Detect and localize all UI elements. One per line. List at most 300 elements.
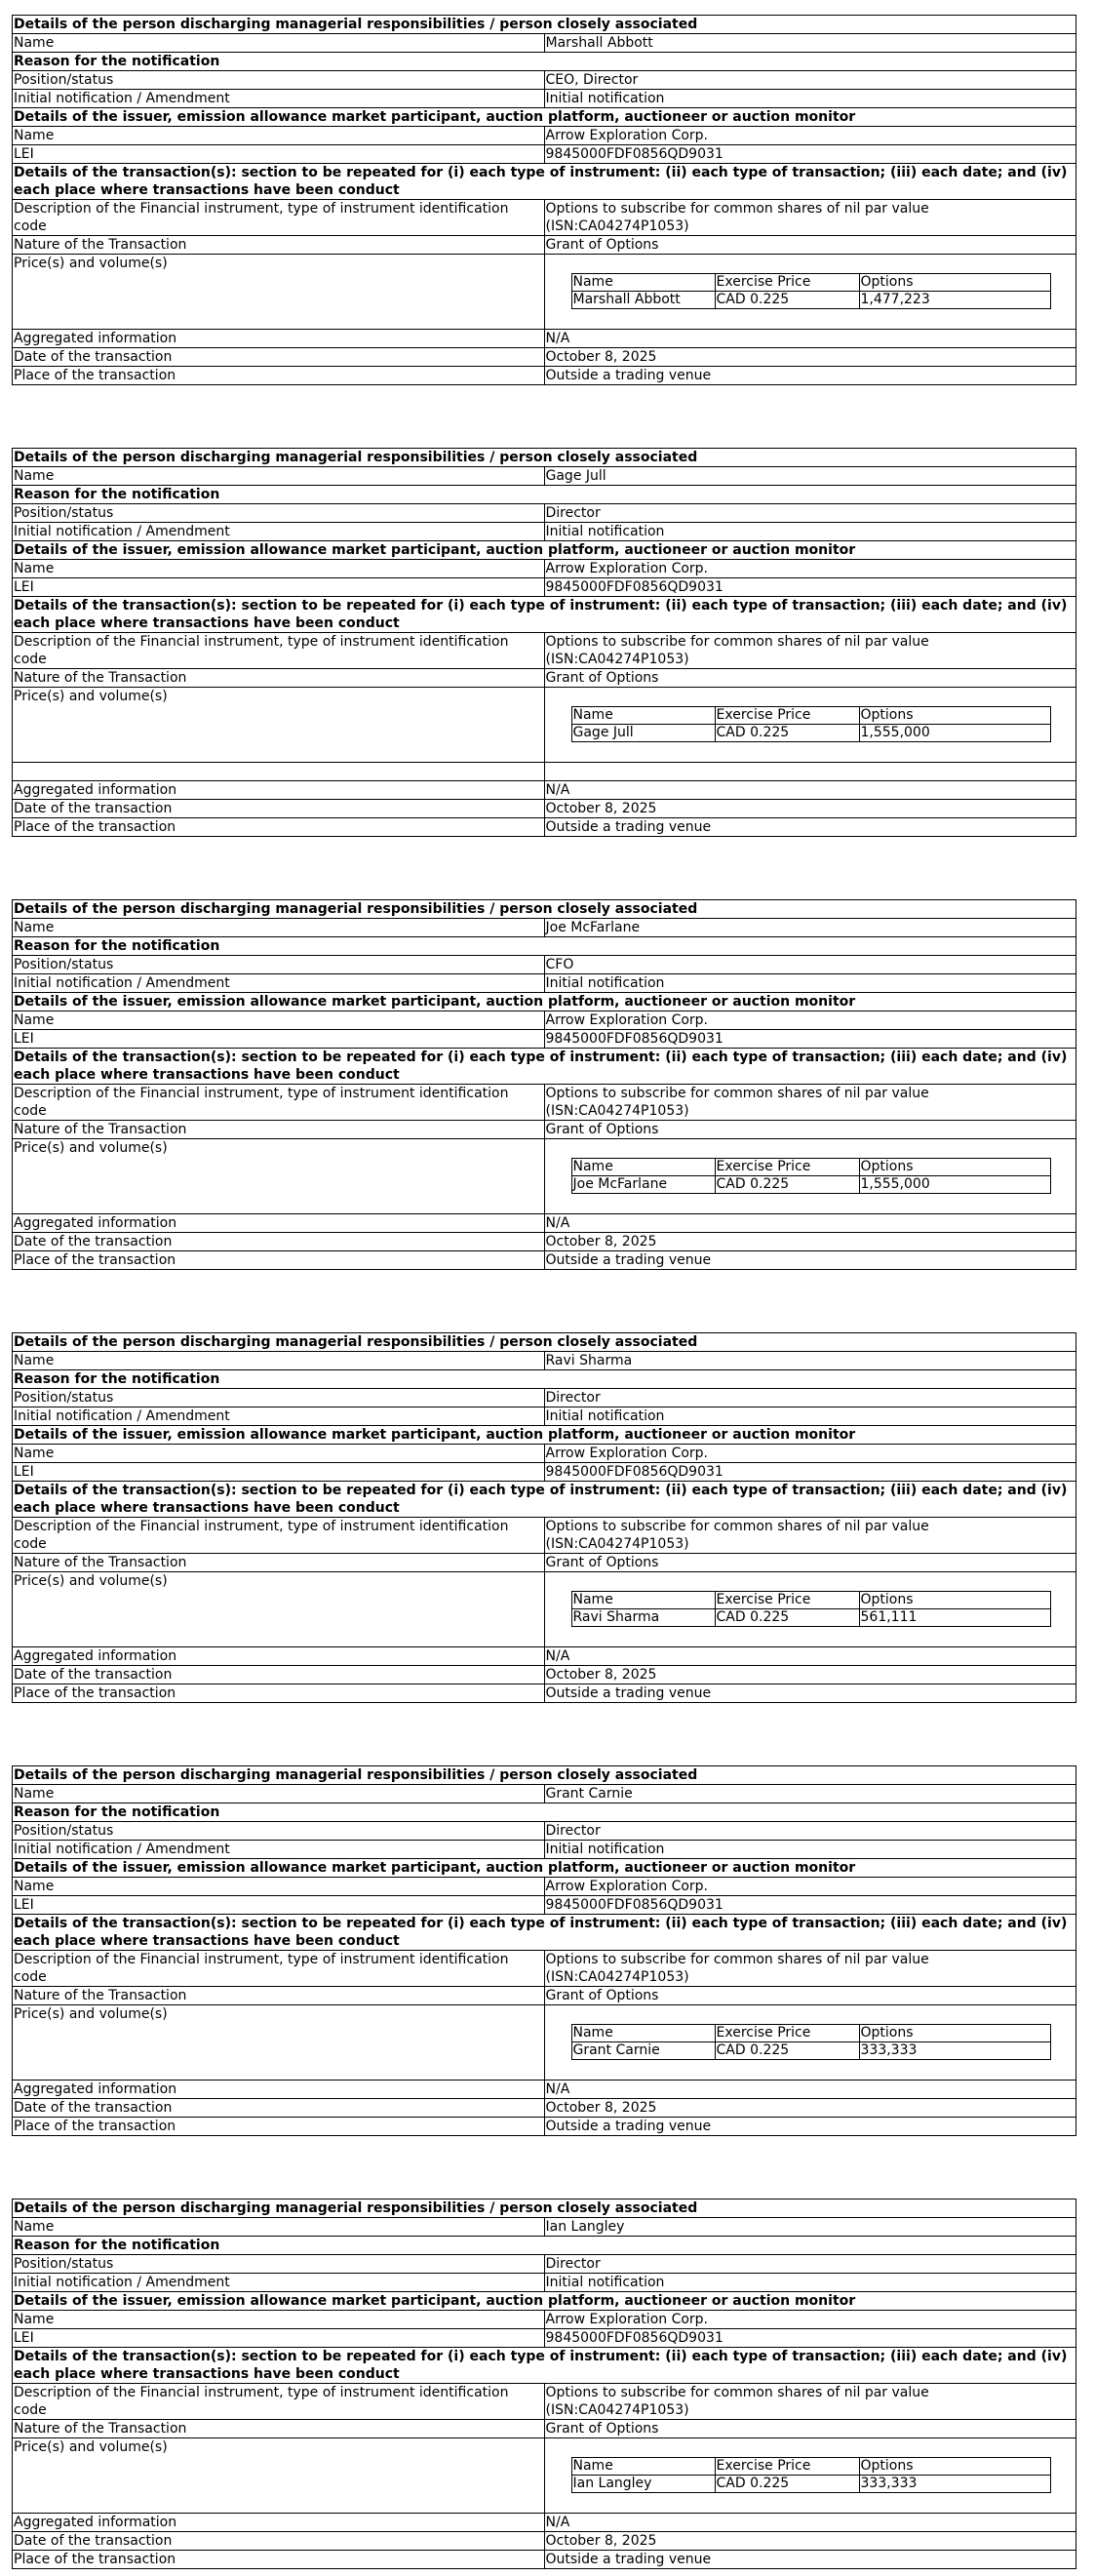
grant-exercise-price: CAD 0.225 — [715, 292, 859, 309]
table-row — [13, 578, 1076, 597]
table-row — [13, 919, 1076, 937]
lei-value: 9845000FDF0856QD9031 — [544, 2329, 1076, 2348]
date-value: October 8, 2025 — [544, 348, 1076, 367]
instrument-description-value: Options to subscribe for common shares of nil par value (ISN:CA04274P1053) — [544, 2384, 1076, 2420]
table-row — [13, 1251, 1076, 1270]
field-label: Place of the transaction — [13, 818, 545, 837]
grant-table — [571, 273, 1051, 309]
field-label: Place of the transaction — [13, 1251, 545, 1270]
table-row — [13, 467, 1076, 486]
field-label: Description of the Financial instrument, type of instrument identification code — [13, 1085, 545, 1121]
aggregated-value: N/A — [544, 2081, 1076, 2099]
field-label: Name — [13, 560, 545, 578]
table-row — [13, 236, 1076, 255]
grant-header-name: Name — [571, 1592, 715, 1609]
grant-header-exercise-price: Exercise Price — [715, 2025, 859, 2042]
field-label: Position/status — [13, 71, 545, 90]
issuer-name-value: Arrow Exploration Corp. — [544, 2311, 1076, 2329]
grant-header-row — [571, 2025, 1050, 2042]
place-value: Outside a trading venue — [544, 1684, 1076, 1703]
table-row — [13, 2438, 1076, 2514]
section-header-row — [13, 1915, 1076, 1951]
instrument-description-value: Options to subscribe for common shares of nil par value (ISN:CA04274P1053) — [544, 200, 1076, 236]
place-value: Outside a trading venue — [544, 818, 1076, 837]
issuer-name-value: Arrow Exploration Corp. — [544, 1878, 1076, 1896]
table-row — [13, 1896, 1076, 1915]
section-reason-heading: Reason for the notification — [13, 486, 1076, 504]
table-row — [13, 2532, 1076, 2551]
grant-header-exercise-price: Exercise Price — [715, 274, 859, 292]
field-label: Price(s) and volume(s) — [13, 255, 545, 330]
section-header-row — [13, 993, 1076, 1011]
section-header-row — [13, 2348, 1076, 2384]
price-volume-cell — [544, 2438, 1076, 2514]
section-header-row — [13, 108, 1076, 127]
grant-options: 333,333 — [859, 2042, 1050, 2060]
table-row — [13, 1822, 1076, 1841]
initial-amendment-value: Initial notification — [544, 1407, 1076, 1426]
section-header-row — [13, 1370, 1076, 1389]
table-row — [13, 2384, 1076, 2420]
table-row — [13, 367, 1076, 385]
section-reason-heading: Reason for the notification — [13, 2237, 1076, 2255]
field-label: Price(s) and volume(s) — [13, 2005, 545, 2081]
table-row — [13, 127, 1076, 145]
section-pdmr-heading: Details of the person discharging managerial responsibilities / person closely associated — [13, 449, 1076, 467]
table-row — [13, 1666, 1076, 1684]
grant-header-options: Options — [859, 2458, 1050, 2476]
table-row — [13, 688, 1076, 763]
field-label: Price(s) and volume(s) — [13, 688, 545, 763]
nature-value: Grant of Options — [544, 1121, 1076, 1139]
grant-exercise-price: CAD 0.225 — [715, 725, 859, 742]
section-header-row — [13, 937, 1076, 956]
person-name-value: Ravi Sharma — [544, 1352, 1076, 1370]
field-label: Nature of the Transaction — [13, 1987, 545, 2005]
section-issuer-heading: Details of the issuer, emission allowance market participant, auction platform, auctioneer or auction monitor — [13, 108, 1076, 127]
initial-amendment-value: Initial notification — [544, 90, 1076, 108]
aggregated-value: N/A — [544, 2514, 1076, 2532]
nature-value: Grant of Options — [544, 1987, 1076, 2005]
table-row — [13, 2099, 1076, 2118]
field-label: Name — [13, 127, 545, 145]
table-row — [13, 2329, 1076, 2348]
nature-value: Grant of Options — [544, 669, 1076, 688]
field-label: Date of the transaction — [13, 2532, 545, 2551]
grant-header-name: Name — [571, 2458, 715, 2476]
grant-header-name: Name — [571, 1159, 715, 1176]
field-label: LEI — [13, 1030, 545, 1049]
table-row — [13, 2081, 1076, 2099]
section-pdmr-heading: Details of the person discharging managerial responsibilities / person closely associated — [13, 2200, 1076, 2218]
table-row — [13, 330, 1076, 348]
section-header-row — [13, 2237, 1076, 2255]
section-transaction-heading: Details of the transaction(s): section to be repeated for (i) each type of instrument: (ii) each type of transaction; (iii) each date; and (iv) each place where transactions have been conduct — [13, 1482, 1076, 1518]
section-header-row — [13, 164, 1076, 200]
date-value: October 8, 2025 — [544, 800, 1076, 818]
field-label: Description of the Financial instrument, type of instrument identification code — [13, 1951, 545, 1987]
table-row — [13, 90, 1076, 108]
grant-row — [571, 2476, 1050, 2493]
field-label: LEI — [13, 578, 545, 597]
table-row — [13, 348, 1076, 367]
position-value: Director — [544, 2255, 1076, 2274]
field-label: Name — [13, 1445, 545, 1463]
table-row — [13, 1352, 1076, 1370]
table-row — [13, 1878, 1076, 1896]
field-label: Position/status — [13, 1389, 545, 1407]
section-header-row — [13, 486, 1076, 504]
grant-header-row — [571, 1159, 1050, 1176]
field-label: Position/status — [13, 956, 545, 974]
instrument-description-value: Options to subscribe for common shares of nil par value (ISN:CA04274P1053) — [544, 1085, 1076, 1121]
field-label: Initial notification / Amendment — [13, 1407, 545, 1426]
section-reason-heading: Reason for the notification — [13, 1370, 1076, 1389]
field-label: Place of the transaction — [13, 2118, 545, 2136]
grant-header-name: Name — [571, 274, 715, 292]
field-label: Name — [13, 1785, 545, 1803]
grant-header-row — [571, 707, 1050, 725]
section-header-row — [13, 541, 1076, 560]
issuer-name-value: Arrow Exploration Corp. — [544, 127, 1076, 145]
grant-options: 1,555,000 — [859, 1176, 1050, 1194]
nature-value: Grant of Options — [544, 2420, 1076, 2438]
grant-row — [571, 1609, 1050, 1627]
grant-header-options: Options — [859, 1592, 1050, 1609]
field-label: Name — [13, 467, 545, 486]
table-row — [13, 2218, 1076, 2237]
section-header-row — [13, 1333, 1076, 1352]
issuer-name-value: Arrow Exploration Corp. — [544, 1445, 1076, 1463]
grant-table — [571, 1591, 1051, 1627]
section-pdmr-heading: Details of the person discharging managerial responsibilities / person closely associated — [13, 16, 1076, 34]
table-row — [13, 1647, 1076, 1666]
section-header-row — [13, 16, 1076, 34]
section-issuer-heading: Details of the issuer, emission allowance market participant, auction platform, auctioneer or auction monitor — [13, 1426, 1076, 1445]
table-row — [13, 2005, 1076, 2081]
field-label: Name — [13, 34, 545, 53]
section-pdmr-heading: Details of the person discharging managerial responsibilities / person closely associated — [13, 1333, 1076, 1352]
grant-name: Gage Jull — [571, 725, 715, 742]
grant-table — [571, 2457, 1051, 2493]
lei-value: 9845000FDF0856QD9031 — [544, 578, 1076, 597]
blank-row — [13, 763, 1076, 781]
grant-exercise-price: CAD 0.225 — [715, 2476, 859, 2493]
table-row — [13, 1445, 1076, 1463]
field-label: Description of the Financial instrument, type of instrument identification code — [13, 200, 545, 236]
grant-header-name: Name — [571, 707, 715, 725]
instrument-description-value: Options to subscribe for common shares of nil par value (ISN:CA04274P1053) — [544, 1518, 1076, 1554]
person-name-value: Grant Carnie — [544, 1785, 1076, 1803]
table-row — [13, 1389, 1076, 1407]
initial-amendment-value: Initial notification — [544, 1841, 1076, 1859]
pdmr-notification-table — [12, 2199, 1076, 2569]
grant-options: 333,333 — [859, 2476, 1050, 2493]
table-row — [13, 669, 1076, 688]
table-row — [13, 255, 1076, 330]
table-row — [13, 1951, 1076, 1987]
grant-row — [571, 292, 1050, 309]
field-label: Initial notification / Amendment — [13, 1841, 545, 1859]
grant-header-exercise-price: Exercise Price — [715, 707, 859, 725]
grant-header-name: Name — [571, 2025, 715, 2042]
field-label: Nature of the Transaction — [13, 1121, 545, 1139]
section-transaction-heading: Details of the transaction(s): section to be repeated for (i) each type of instrument: (ii) each type of transaction; (iii) each date; and (iv) each place where transactions have been conduct — [13, 1915, 1076, 1951]
table-row — [13, 2551, 1076, 2569]
price-volume-cell — [544, 688, 1076, 763]
section-reason-heading: Reason for the notification — [13, 937, 1076, 956]
field-label: Description of the Financial instrument, type of instrument identification code — [13, 633, 545, 669]
nature-value: Grant of Options — [544, 236, 1076, 255]
table-row — [13, 1987, 1076, 2005]
field-label: Initial notification / Amendment — [13, 2274, 545, 2292]
field-label: Price(s) and volume(s) — [13, 1572, 545, 1647]
section-header-row — [13, 1803, 1076, 1822]
section-header-row — [13, 1049, 1076, 1085]
grant-row — [571, 2042, 1050, 2060]
table-row — [13, 2514, 1076, 2532]
section-transaction-heading: Details of the transaction(s): section to be repeated for (i) each type of instrument: (ii) each type of transaction; (iii) each date; and (iv) each place where transactions have been conduct — [13, 164, 1076, 200]
grant-exercise-price: CAD 0.225 — [715, 1176, 859, 1194]
section-header-row — [13, 1426, 1076, 1445]
nature-value: Grant of Options — [544, 1554, 1076, 1572]
field-label: LEI — [13, 145, 545, 164]
grant-options: 561,111 — [859, 1609, 1050, 1627]
table-row — [13, 523, 1076, 541]
table-row — [13, 1785, 1076, 1803]
field-label: Initial notification / Amendment — [13, 974, 545, 993]
grant-row — [571, 1176, 1050, 1194]
price-volume-cell — [544, 1139, 1076, 1214]
table-row — [13, 956, 1076, 974]
field-label: Date of the transaction — [13, 1233, 545, 1251]
table-row — [13, 818, 1076, 837]
person-name-value: Joe McFarlane — [544, 919, 1076, 937]
field-label: Date of the transaction — [13, 800, 545, 818]
position-value: Director — [544, 1822, 1076, 1841]
field-label: Nature of the Transaction — [13, 2420, 545, 2438]
field-label: Price(s) and volume(s) — [13, 2438, 545, 2514]
date-value: October 8, 2025 — [544, 2099, 1076, 2118]
grant-table — [571, 1158, 1051, 1194]
field-label: Place of the transaction — [13, 2551, 545, 2569]
section-header-row — [13, 2200, 1076, 2218]
grant-name: Grant Carnie — [571, 2042, 715, 2060]
table-row — [13, 504, 1076, 523]
field-label: Place of the transaction — [13, 1684, 545, 1703]
position-value: CFO — [544, 956, 1076, 974]
field-label: Description of the Financial instrument, type of instrument identification code — [13, 2384, 545, 2420]
price-volume-cell — [544, 1572, 1076, 1647]
grant-row — [571, 725, 1050, 742]
section-header-row — [13, 449, 1076, 467]
position-value: Director — [544, 1389, 1076, 1407]
table-row — [13, 1684, 1076, 1703]
aggregated-value: N/A — [544, 330, 1076, 348]
field-label: Price(s) and volume(s) — [13, 1139, 545, 1214]
section-transaction-heading: Details of the transaction(s): section to be repeated for (i) each type of instrument: (ii) each type of transaction; (iii) each date; and (iv) each place where transactions have been conduct — [13, 1049, 1076, 1085]
section-transaction-heading: Details of the transaction(s): section to be repeated for (i) each type of instrument: (ii) each type of transaction; (iii) each date; and (iv) each place where transactions have been conduct — [13, 597, 1076, 633]
section-header-row — [13, 1766, 1076, 1785]
table-row — [13, 200, 1076, 236]
table-row — [13, 1407, 1076, 1426]
field-label: Nature of the Transaction — [13, 1554, 545, 1572]
date-value: October 8, 2025 — [544, 1666, 1076, 1684]
section-header-row — [13, 2292, 1076, 2311]
field-label: Nature of the Transaction — [13, 236, 545, 255]
lei-value: 9845000FDF0856QD9031 — [544, 1896, 1076, 1915]
field-label: Date of the transaction — [13, 348, 545, 367]
section-issuer-heading: Details of the issuer, emission allowance market participant, auction platform, auctioneer or auction monitor — [13, 2292, 1076, 2311]
field-label: LEI — [13, 1896, 545, 1915]
person-name-value: Marshall Abbott — [544, 34, 1076, 53]
field-label: LEI — [13, 1463, 545, 1482]
table-row — [13, 1139, 1076, 1214]
pdmr-notification-table — [12, 899, 1076, 1270]
field-label: Aggregated information — [13, 781, 545, 800]
aggregated-value: N/A — [544, 781, 1076, 800]
instrument-description-value: Options to subscribe for common shares of nil par value (ISN:CA04274P1053) — [544, 1951, 1076, 1987]
table-row — [13, 974, 1076, 993]
table-row — [13, 2255, 1076, 2274]
grant-options: 1,555,000 — [859, 725, 1050, 742]
date-value: October 8, 2025 — [544, 1233, 1076, 1251]
table-row — [13, 2420, 1076, 2438]
lei-value: 9845000FDF0856QD9031 — [544, 1030, 1076, 1049]
table-row — [13, 34, 1076, 53]
place-value: Outside a trading venue — [544, 367, 1076, 385]
pdmr-notification-table — [12, 1332, 1076, 1703]
field-label: Place of the transaction — [13, 367, 545, 385]
grant-header-row — [571, 2458, 1050, 2476]
pdmr-notification-table — [12, 15, 1076, 385]
field-label: Nature of the Transaction — [13, 669, 545, 688]
grant-header-options: Options — [859, 707, 1050, 725]
table-row — [13, 1085, 1076, 1121]
field-label: Aggregated information — [13, 330, 545, 348]
grant-header-exercise-price: Exercise Price — [715, 1159, 859, 1176]
table-row — [13, 1463, 1076, 1482]
grant-header-row — [571, 1592, 1050, 1609]
field-label: Name — [13, 919, 545, 937]
grant-header-exercise-price: Exercise Price — [715, 1592, 859, 1609]
grant-exercise-price: CAD 0.225 — [715, 1609, 859, 1627]
section-header-row — [13, 1482, 1076, 1518]
position-value: CEO, Director — [544, 71, 1076, 90]
place-value: Outside a trading venue — [544, 1251, 1076, 1270]
table-row — [13, 2118, 1076, 2136]
section-header-row — [13, 53, 1076, 71]
initial-amendment-value: Initial notification — [544, 974, 1076, 993]
instrument-description-value: Options to subscribe for common shares of nil par value (ISN:CA04274P1053) — [544, 633, 1076, 669]
place-value: Outside a trading venue — [544, 2551, 1076, 2569]
section-header-row — [13, 597, 1076, 633]
field-label: Aggregated information — [13, 2081, 545, 2099]
table-row — [13, 2311, 1076, 2329]
initial-amendment-value: Initial notification — [544, 523, 1076, 541]
initial-amendment-value: Initial notification — [544, 2274, 1076, 2292]
section-pdmr-heading: Details of the person discharging managerial responsibilities / person closely associated — [13, 1766, 1076, 1785]
aggregated-value: N/A — [544, 1214, 1076, 1233]
table-row — [13, 1011, 1076, 1030]
grant-name: Marshall Abbott — [571, 292, 715, 309]
field-label: Aggregated information — [13, 2514, 545, 2532]
table-row — [13, 2274, 1076, 2292]
section-header-row — [13, 1859, 1076, 1878]
field-label: Position/status — [13, 504, 545, 523]
pdmr-notification-table — [12, 1765, 1076, 2136]
section-pdmr-heading: Details of the person discharging managerial responsibilities / person closely associated — [13, 900, 1076, 919]
field-label: LEI — [13, 2329, 545, 2348]
price-volume-cell — [544, 2005, 1076, 2081]
table-row — [13, 1121, 1076, 1139]
place-value: Outside a trading venue — [544, 2118, 1076, 2136]
field-label: Initial notification / Amendment — [13, 523, 545, 541]
position-value: Director — [544, 504, 1076, 523]
section-reason-heading: Reason for the notification — [13, 1803, 1076, 1822]
grant-header-options: Options — [859, 1159, 1050, 1176]
field-label: Initial notification / Amendment — [13, 90, 545, 108]
grant-header-options: Options — [859, 2025, 1050, 2042]
field-label: Position/status — [13, 1822, 545, 1841]
table-row — [13, 800, 1076, 818]
section-header-row — [13, 900, 1076, 919]
field-label: Name — [13, 1878, 545, 1896]
table-row — [13, 1841, 1076, 1859]
grant-table — [571, 2024, 1051, 2060]
section-transaction-heading: Details of the transaction(s): section to be repeated for (i) each type of instrument: (ii) each type of transaction; (iii) each date; and (iv) each place where transactions have been conduct — [13, 2348, 1076, 2384]
person-name-value: Gage Jull — [544, 467, 1076, 486]
pdmr-notification-table — [12, 448, 1076, 837]
date-value: October 8, 2025 — [544, 2532, 1076, 2551]
table-row — [13, 781, 1076, 800]
section-issuer-heading: Details of the issuer, emission allowance market participant, auction platform, auctioneer or auction monitor — [13, 1859, 1076, 1878]
table-row — [13, 1233, 1076, 1251]
blank-cell — [544, 763, 1076, 781]
table-row — [13, 1214, 1076, 1233]
field-label: Name — [13, 1011, 545, 1030]
field-label: Name — [13, 2311, 545, 2329]
field-label: Aggregated information — [13, 1214, 545, 1233]
table-row — [13, 1518, 1076, 1554]
aggregated-value: N/A — [544, 1647, 1076, 1666]
field-label: Name — [13, 1352, 545, 1370]
section-issuer-heading: Details of the issuer, emission allowance market participant, auction platform, auctioneer or auction monitor — [13, 541, 1076, 560]
issuer-name-value: Arrow Exploration Corp. — [544, 1011, 1076, 1030]
grant-header-exercise-price: Exercise Price — [715, 2458, 859, 2476]
field-label: Date of the transaction — [13, 1666, 545, 1684]
lei-value: 9845000FDF0856QD9031 — [544, 145, 1076, 164]
grant-name: Ian Langley — [571, 2476, 715, 2493]
table-row — [13, 1030, 1076, 1049]
section-reason-heading: Reason for the notification — [13, 53, 1076, 71]
lei-value: 9845000FDF0856QD9031 — [544, 1463, 1076, 1482]
table-row — [13, 71, 1076, 90]
grant-name: Joe McFarlane — [571, 1176, 715, 1194]
table-row — [13, 1572, 1076, 1647]
field-label: Name — [13, 2218, 545, 2237]
table-row — [13, 560, 1076, 578]
grant-exercise-price: CAD 0.225 — [715, 2042, 859, 2060]
price-volume-cell — [544, 255, 1076, 330]
person-name-value: Ian Langley — [544, 2218, 1076, 2237]
table-row — [13, 145, 1076, 164]
field-label: Date of the transaction — [13, 2099, 545, 2118]
grant-options: 1,477,223 — [859, 292, 1050, 309]
grant-name: Ravi Sharma — [571, 1609, 715, 1627]
grant-header-options: Options — [859, 274, 1050, 292]
field-label: Description of the Financial instrument, type of instrument identification code — [13, 1518, 545, 1554]
